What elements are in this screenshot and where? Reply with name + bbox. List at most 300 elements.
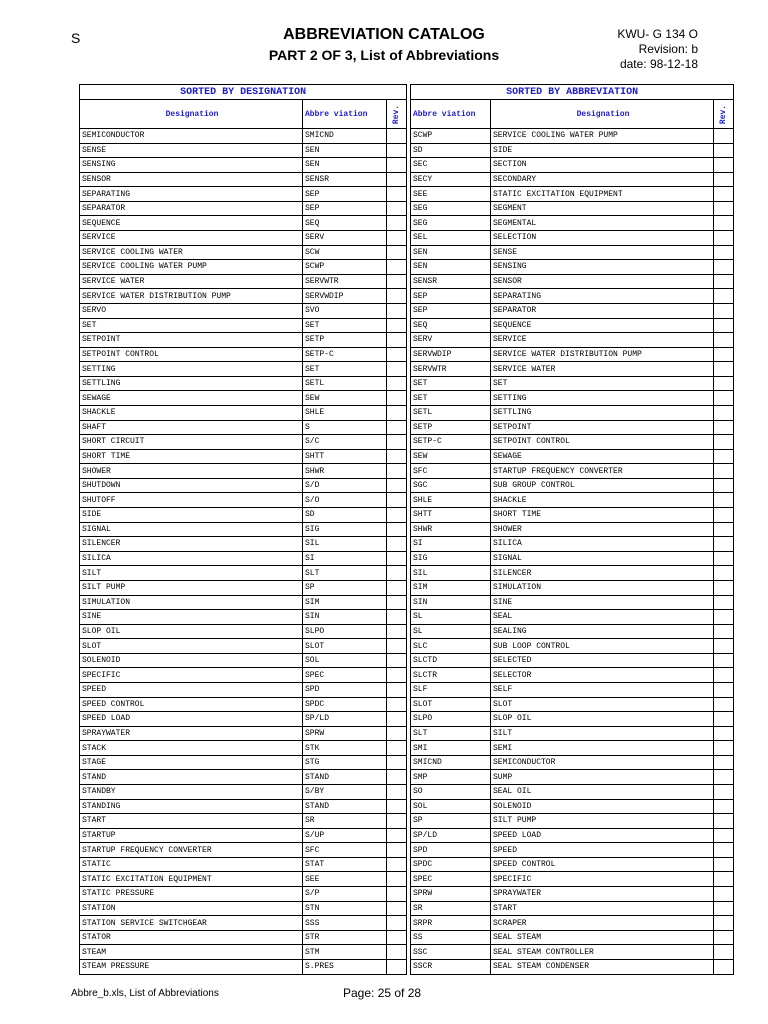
table-row bbox=[411, 566, 734, 581]
cell-col1: SLPO bbox=[411, 712, 491, 727]
cell-col1: SERVO bbox=[80, 303, 303, 318]
cell-col2: SENSOR bbox=[491, 274, 714, 289]
cell-col1: SEG bbox=[411, 201, 491, 216]
cell-col2: SVO bbox=[303, 303, 387, 318]
cell-rev bbox=[714, 741, 734, 756]
cell-col1: SHORT TIME bbox=[80, 449, 303, 464]
cell-rev bbox=[714, 522, 734, 537]
cell-col1: SEPARATING bbox=[80, 187, 303, 202]
table-row bbox=[80, 362, 407, 377]
cell-col1: SFC bbox=[411, 464, 491, 479]
cell-rev bbox=[714, 755, 734, 770]
cell-rev bbox=[714, 537, 734, 552]
table-row bbox=[411, 537, 734, 552]
cell-rev bbox=[387, 872, 407, 887]
cell-col1: SEE bbox=[411, 187, 491, 202]
cell-col1: SERVICE COOLING WATER bbox=[80, 245, 303, 260]
cell-col2: SIM bbox=[303, 595, 387, 610]
cell-rev bbox=[714, 158, 734, 173]
cell-col1: SD bbox=[411, 143, 491, 158]
table-row bbox=[411, 245, 734, 260]
cell-col2: SHWR bbox=[303, 464, 387, 479]
cell-rev bbox=[387, 959, 407, 974]
table-row bbox=[80, 872, 407, 887]
cell-col2: SELECTION bbox=[491, 231, 714, 246]
cell-rev bbox=[387, 668, 407, 683]
cell-col1: SPRAYWATER bbox=[80, 726, 303, 741]
cell-col2: SPRAYWATER bbox=[491, 887, 714, 902]
cell-col2: SPEED bbox=[491, 843, 714, 858]
document-subtitle: PART 2 OF 3, List of Abbreviations bbox=[268, 47, 500, 63]
table-row bbox=[80, 551, 407, 566]
cell-col2: SPD bbox=[303, 682, 387, 697]
cell-rev bbox=[387, 201, 407, 216]
cell-col1: SSC bbox=[411, 945, 491, 960]
table-header-row bbox=[411, 100, 734, 129]
table-row bbox=[80, 391, 407, 406]
cell-col2: SHORT TIME bbox=[491, 508, 714, 523]
table-row bbox=[80, 376, 407, 391]
cell-col2: SIDE bbox=[491, 143, 714, 158]
cell-col2: SEQ bbox=[303, 216, 387, 231]
cell-rev bbox=[714, 376, 734, 391]
cell-rev bbox=[714, 785, 734, 800]
cell-rev bbox=[387, 260, 407, 275]
cell-col2: SUMP bbox=[491, 770, 714, 785]
cell-col2: SERVICE bbox=[491, 333, 714, 348]
cell-col2: S/UP bbox=[303, 828, 387, 843]
cell-col1: SETP-C bbox=[411, 435, 491, 450]
table-row bbox=[80, 668, 407, 683]
cell-col1: SERVWDIP bbox=[411, 347, 491, 362]
cell-rev bbox=[387, 916, 407, 931]
cell-col1: SEP bbox=[411, 303, 491, 318]
cell-rev bbox=[714, 435, 734, 450]
cell-rev bbox=[714, 887, 734, 902]
table-row bbox=[80, 464, 407, 479]
cell-rev bbox=[387, 187, 407, 202]
cell-rev bbox=[387, 857, 407, 872]
table-row bbox=[411, 274, 734, 289]
table-row bbox=[80, 231, 407, 246]
cell-col2: SPEC bbox=[303, 668, 387, 683]
cell-col1: SETTLING bbox=[80, 376, 303, 391]
table-row bbox=[80, 566, 407, 581]
cell-col2: SCRAPER bbox=[491, 916, 714, 931]
cell-col2: SCWP bbox=[303, 260, 387, 275]
table-row bbox=[80, 260, 407, 275]
cell-col2: SHACKLE bbox=[491, 493, 714, 508]
table-row bbox=[80, 289, 407, 304]
cell-col2: SET bbox=[303, 318, 387, 333]
cell-col2: SR bbox=[303, 814, 387, 829]
cell-col1: SEMICONDUCTOR bbox=[80, 129, 303, 144]
sort-title: SORTED BY ABBREVIATION bbox=[411, 85, 734, 100]
table-row bbox=[80, 770, 407, 785]
cell-col2: SERVICE WATER DISTRIBUTION PUMP bbox=[491, 347, 714, 362]
cell-col1: SOLENOID bbox=[80, 653, 303, 668]
cell-col2: SILT PUMP bbox=[491, 814, 714, 829]
table-row bbox=[80, 828, 407, 843]
cell-rev bbox=[714, 508, 734, 523]
cell-col2: SECONDARY bbox=[491, 172, 714, 187]
cell-col2: SEN bbox=[303, 143, 387, 158]
cell-col1: SERV bbox=[411, 333, 491, 348]
table-row bbox=[411, 726, 734, 741]
cell-col2: SINE bbox=[491, 595, 714, 610]
cell-rev bbox=[714, 245, 734, 260]
cell-col2: SEGMENT bbox=[491, 201, 714, 216]
cell-col1: SO bbox=[411, 785, 491, 800]
cell-col1: SIM bbox=[411, 580, 491, 595]
cell-rev bbox=[714, 624, 734, 639]
table-row bbox=[411, 216, 734, 231]
cell-rev bbox=[387, 522, 407, 537]
cell-rev bbox=[714, 580, 734, 595]
cell-rev bbox=[387, 508, 407, 523]
table-row bbox=[411, 770, 734, 785]
cell-col2: STAT bbox=[303, 857, 387, 872]
cell-rev bbox=[387, 785, 407, 800]
cell-col2: SEPARATOR bbox=[491, 303, 714, 318]
cell-col2: STM bbox=[303, 945, 387, 960]
table-row bbox=[80, 318, 407, 333]
cell-rev bbox=[714, 478, 734, 493]
cell-rev bbox=[714, 668, 734, 683]
header-left-mark: S bbox=[71, 30, 81, 46]
cell-col1: SEQ bbox=[411, 318, 491, 333]
table-row bbox=[411, 478, 734, 493]
cell-col1: SLF bbox=[411, 682, 491, 697]
document-meta bbox=[617, 27, 698, 72]
cell-col2: SET bbox=[303, 362, 387, 377]
cell-rev bbox=[387, 741, 407, 756]
table-row bbox=[80, 814, 407, 829]
cell-rev bbox=[714, 639, 734, 654]
cell-col1: SIL bbox=[411, 566, 491, 581]
cell-col2: S bbox=[303, 420, 387, 435]
cell-rev bbox=[714, 930, 734, 945]
cell-rev bbox=[387, 580, 407, 595]
cell-col2: S/D bbox=[303, 478, 387, 493]
cell-col2: SERVICE COOLING WATER PUMP bbox=[491, 129, 714, 144]
table-row bbox=[80, 785, 407, 800]
table-row bbox=[411, 872, 734, 887]
cell-col2: SELECTOR bbox=[491, 668, 714, 683]
cell-rev bbox=[387, 245, 407, 260]
doc-date: date: 98-12-18 bbox=[619, 57, 698, 71]
cell-col2: S/O bbox=[303, 493, 387, 508]
cell-rev bbox=[714, 260, 734, 275]
cell-col2: SUB GROUP CONTROL bbox=[491, 478, 714, 493]
table-row bbox=[80, 158, 407, 173]
cell-rev bbox=[387, 595, 407, 610]
table-row bbox=[80, 333, 407, 348]
table-row bbox=[411, 508, 734, 523]
cell-col2: SHLE bbox=[303, 405, 387, 420]
cell-col2: STN bbox=[303, 901, 387, 916]
cell-col1: SETP bbox=[411, 420, 491, 435]
rev-label: Rev. bbox=[392, 104, 402, 124]
cell-col1: SMP bbox=[411, 770, 491, 785]
cell-col1: STAND bbox=[80, 770, 303, 785]
cell-col2: SEW bbox=[303, 391, 387, 406]
cell-col1: SLOT bbox=[80, 639, 303, 654]
cell-rev bbox=[714, 595, 734, 610]
table-row bbox=[411, 522, 734, 537]
cell-col2: SMICND bbox=[303, 129, 387, 144]
cell-col1: SSCR bbox=[411, 959, 491, 974]
table-row bbox=[411, 595, 734, 610]
cell-col1: SMICND bbox=[411, 755, 491, 770]
cell-rev bbox=[387, 887, 407, 902]
cell-col1: SPEED CONTROL bbox=[80, 697, 303, 712]
cell-rev bbox=[387, 799, 407, 814]
cell-rev bbox=[387, 143, 407, 158]
table-row bbox=[80, 901, 407, 916]
cell-col2: SPEED CONTROL bbox=[491, 857, 714, 872]
cell-col2: SHTT bbox=[303, 449, 387, 464]
table-row bbox=[80, 741, 407, 756]
cell-rev bbox=[714, 901, 734, 916]
cell-col1: SECY bbox=[411, 172, 491, 187]
cell-col2: STK bbox=[303, 741, 387, 756]
cell-col2: SOL bbox=[303, 653, 387, 668]
cell-col1: SPDC bbox=[411, 857, 491, 872]
cell-col1: SLCTD bbox=[411, 653, 491, 668]
table-row bbox=[411, 129, 734, 144]
cell-col1: SLCTR bbox=[411, 668, 491, 683]
table-row bbox=[411, 959, 734, 974]
cell-col1: SHTT bbox=[411, 508, 491, 523]
cell-col1: SEN bbox=[411, 245, 491, 260]
table-header-row bbox=[80, 100, 407, 129]
cell-rev bbox=[387, 697, 407, 712]
cell-col1: STACK bbox=[80, 741, 303, 756]
cell-rev bbox=[387, 435, 407, 450]
cell-rev bbox=[714, 201, 734, 216]
cell-col2: SETPOINT CONTROL bbox=[491, 435, 714, 450]
cell-col1: SGC bbox=[411, 478, 491, 493]
cell-rev bbox=[714, 129, 734, 144]
table-row bbox=[411, 376, 734, 391]
cell-col1: SILICA bbox=[80, 551, 303, 566]
table-row bbox=[411, 158, 734, 173]
cell-rev bbox=[387, 566, 407, 581]
cell-col2: SLOT bbox=[491, 697, 714, 712]
cell-rev bbox=[387, 289, 407, 304]
cell-rev bbox=[387, 945, 407, 960]
table-row bbox=[80, 245, 407, 260]
table-row bbox=[411, 639, 734, 654]
cell-rev bbox=[387, 478, 407, 493]
table-row bbox=[80, 930, 407, 945]
table-row bbox=[411, 143, 734, 158]
table-row bbox=[411, 333, 734, 348]
cell-col2: SEMI bbox=[491, 741, 714, 756]
cell-col2: SERVWTR bbox=[303, 274, 387, 289]
table-row bbox=[80, 726, 407, 741]
cell-col2: SERV bbox=[303, 231, 387, 246]
table-row bbox=[80, 945, 407, 960]
cell-col2: SETPOINT bbox=[491, 420, 714, 435]
cell-col1: SETPOINT bbox=[80, 333, 303, 348]
cell-col1: STATION SERVICE SWITCHGEAR bbox=[80, 916, 303, 931]
cell-rev bbox=[714, 420, 734, 435]
table-row bbox=[411, 201, 734, 216]
cell-col1: SHUTDOWN bbox=[80, 478, 303, 493]
table-sorted-by-designation bbox=[79, 84, 407, 975]
table-row bbox=[80, 201, 407, 216]
cell-col2: SIN bbox=[303, 610, 387, 625]
cell-col2: SLT bbox=[303, 566, 387, 581]
table-row bbox=[411, 843, 734, 858]
table-row bbox=[411, 930, 734, 945]
cell-rev bbox=[714, 726, 734, 741]
cell-col2: STAND bbox=[303, 799, 387, 814]
cell-col2: SET bbox=[491, 376, 714, 391]
table-row bbox=[411, 435, 734, 450]
table-row bbox=[80, 653, 407, 668]
cell-col2: S/C bbox=[303, 435, 387, 450]
cell-col2: SI bbox=[303, 551, 387, 566]
cell-col1: SI bbox=[411, 537, 491, 552]
table-row bbox=[80, 857, 407, 872]
cell-rev bbox=[714, 347, 734, 362]
cell-rev bbox=[714, 216, 734, 231]
cell-rev bbox=[387, 770, 407, 785]
table-row bbox=[411, 172, 734, 187]
table-row bbox=[411, 391, 734, 406]
cell-col1: SERVWTR bbox=[411, 362, 491, 377]
cell-col2: SECTION bbox=[491, 158, 714, 173]
table-row bbox=[80, 712, 407, 727]
cell-col2: SERVICE WATER bbox=[491, 362, 714, 377]
cell-col2: SEMICONDUCTOR bbox=[491, 755, 714, 770]
table-row bbox=[80, 537, 407, 552]
cell-rev bbox=[387, 653, 407, 668]
table-row bbox=[411, 653, 734, 668]
cell-rev bbox=[714, 843, 734, 858]
cell-col1: SRPR bbox=[411, 916, 491, 931]
table-row bbox=[80, 682, 407, 697]
cell-col1: SILT bbox=[80, 566, 303, 581]
table-row bbox=[411, 260, 734, 275]
table-row bbox=[80, 172, 407, 187]
table-row bbox=[80, 522, 407, 537]
cell-col1: SERVICE WATER bbox=[80, 274, 303, 289]
cell-col1: STANDBY bbox=[80, 785, 303, 800]
cell-col1: SENSE bbox=[80, 143, 303, 158]
cell-col1: STARTUP FREQUENCY CONVERTER bbox=[80, 843, 303, 858]
table-row bbox=[80, 508, 407, 523]
cell-col1: SLOT bbox=[411, 697, 491, 712]
table-row bbox=[80, 347, 407, 362]
table-row bbox=[80, 799, 407, 814]
cell-rev bbox=[714, 697, 734, 712]
table-row bbox=[411, 901, 734, 916]
cell-col2: SEAL STEAM CONDENSER bbox=[491, 959, 714, 974]
cell-col2: SEP bbox=[303, 201, 387, 216]
cell-col1: SINE bbox=[80, 610, 303, 625]
table-sorted-by-abbreviation bbox=[410, 84, 734, 975]
cell-col1: SP/LD bbox=[411, 828, 491, 843]
cell-rev bbox=[714, 653, 734, 668]
cell-rev bbox=[387, 551, 407, 566]
cell-col2: SEGMENTAL bbox=[491, 216, 714, 231]
column-header-designation: Designation bbox=[80, 100, 303, 129]
column-header-abbreviation: Abbre viation bbox=[303, 100, 387, 129]
cell-col1: STAGE bbox=[80, 755, 303, 770]
cell-col2: SETTLING bbox=[491, 405, 714, 420]
cell-col2: SP/LD bbox=[303, 712, 387, 727]
table-row bbox=[80, 959, 407, 974]
cell-col2: SENSE bbox=[491, 245, 714, 260]
cell-col2: SERVWDIP bbox=[303, 289, 387, 304]
cell-rev bbox=[714, 391, 734, 406]
cell-col1: SERVICE bbox=[80, 231, 303, 246]
cell-rev bbox=[714, 945, 734, 960]
cell-rev bbox=[387, 274, 407, 289]
cell-rev bbox=[714, 143, 734, 158]
cell-col2: SETP bbox=[303, 333, 387, 348]
cell-col1: SENSING bbox=[80, 158, 303, 173]
cell-rev bbox=[714, 318, 734, 333]
cell-col1: SHWR bbox=[411, 522, 491, 537]
table-sort-title-row bbox=[80, 85, 407, 100]
table-row bbox=[411, 916, 734, 931]
table-row bbox=[80, 478, 407, 493]
cell-col1: SILT PUMP bbox=[80, 580, 303, 595]
cell-col1: STATOR bbox=[80, 930, 303, 945]
table-row bbox=[411, 187, 734, 202]
cell-col2: STARTUP FREQUENCY CONVERTER bbox=[491, 464, 714, 479]
cell-rev bbox=[714, 303, 734, 318]
table-row bbox=[80, 129, 407, 144]
table-row bbox=[80, 303, 407, 318]
cell-col1: SPEED bbox=[80, 682, 303, 697]
cell-rev bbox=[387, 158, 407, 173]
cell-col2: STR bbox=[303, 930, 387, 945]
cell-col1: SCWP bbox=[411, 129, 491, 144]
cell-col2: SETL bbox=[303, 376, 387, 391]
cell-col2: STATIC EXCITATION EQUIPMENT bbox=[491, 187, 714, 202]
table-row bbox=[80, 435, 407, 450]
cell-col1: SENSR bbox=[411, 274, 491, 289]
cell-col1: SEL bbox=[411, 231, 491, 246]
cell-rev bbox=[387, 347, 407, 362]
cell-col1: SMI bbox=[411, 741, 491, 756]
table-row bbox=[411, 231, 734, 246]
cell-rev bbox=[387, 333, 407, 348]
cell-rev bbox=[387, 172, 407, 187]
cell-col1: SEP bbox=[411, 289, 491, 304]
cell-col2: SEE bbox=[303, 872, 387, 887]
cell-col1: SEN bbox=[411, 260, 491, 275]
cell-col1: SIDE bbox=[80, 508, 303, 523]
cell-rev bbox=[387, 216, 407, 231]
table-row bbox=[411, 580, 734, 595]
cell-col2: SEPARATING bbox=[491, 289, 714, 304]
cell-rev bbox=[714, 187, 734, 202]
cell-col2: SEAL STEAM CONTROLLER bbox=[491, 945, 714, 960]
cell-col1: STATIC EXCITATION EQUIPMENT bbox=[80, 872, 303, 887]
column-header-abbreviation: Abbre viation bbox=[411, 100, 491, 129]
table-row bbox=[80, 697, 407, 712]
cell-col2: SENSR bbox=[303, 172, 387, 187]
cell-rev bbox=[387, 420, 407, 435]
cell-col1: SPEED LOAD bbox=[80, 712, 303, 727]
